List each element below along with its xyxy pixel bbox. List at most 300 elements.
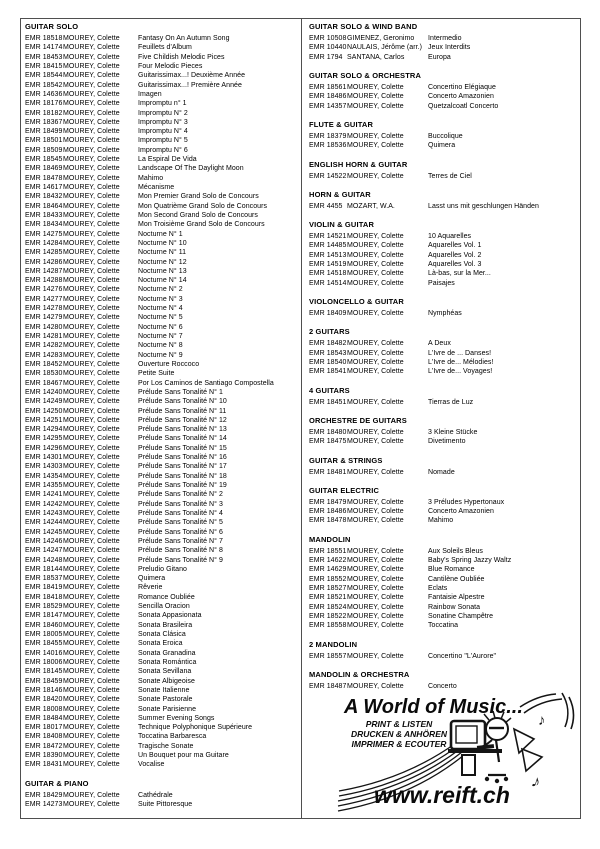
catalog-row (25, 146, 301, 155)
catalog-row (25, 742, 301, 751)
ad-taglines (351, 719, 448, 749)
catalog-row (309, 556, 580, 565)
work-title: Blue Romance (428, 566, 475, 574)
composer: MOUREY, Colette (63, 314, 120, 322)
catalog-row (25, 677, 301, 686)
composer: MOUREY, Colette (347, 242, 404, 250)
work-title: Sonata Eroica (138, 640, 183, 648)
emr-code: EMR 4455 (309, 202, 343, 210)
work-title: Mécanisme (138, 184, 175, 191)
emr-code: EMR 14246 (25, 537, 63, 545)
emr-code: EMR 10508 (309, 35, 347, 42)
composer: MOUREY, Colette (347, 557, 404, 565)
section-header: GUITAR SOLO & ORCHESTRA (309, 70, 422, 80)
catalog-row (25, 658, 301, 667)
emr-code: EMR 18459 (25, 677, 63, 685)
catalog-row (25, 211, 301, 220)
composer: MOUREY, Colette (63, 761, 120, 769)
emr-code: EMR 18518 (25, 35, 63, 42)
work-title: Rêverie (138, 584, 163, 592)
flying-sheet (522, 749, 542, 771)
catalog-row (25, 220, 301, 229)
catalog-row (309, 398, 580, 407)
catalog-row (25, 800, 301, 809)
work-title: Prélude Sans Tonalité N° 17 (138, 463, 227, 471)
emr-code: EMR 18509 (25, 146, 63, 154)
work-title: Buccolique (428, 132, 463, 140)
ad-tagline-imprimer-ecouter: IMPRIMER & ECOUTER (351, 739, 447, 749)
work-title: Prélude Sans Tonalité N° 13 (138, 426, 227, 434)
catalog-row (25, 705, 301, 714)
section-header: 2 GUITARS (309, 327, 350, 337)
emr-code: EMR 18542 (25, 81, 63, 89)
catalog-row (25, 537, 301, 546)
work-title: Nocturne N° 6 (138, 323, 183, 331)
catalog-row (309, 241, 580, 250)
catalog-row (25, 183, 301, 192)
work-title: Fantasy On An Autumn Song (138, 35, 230, 42)
work-title: A Deux (428, 340, 451, 348)
emr-code: EMR 18479 (309, 498, 347, 506)
work-title: Nocturne N° 11 (138, 249, 187, 257)
emr-code: EMR 18467 (25, 379, 63, 387)
catalog-row (309, 269, 580, 278)
catalog-row (309, 251, 580, 260)
composer: MOUREY, Colette (63, 649, 120, 657)
catalog-row (309, 102, 580, 111)
emr-code: EMR 14617 (25, 184, 63, 191)
catalog-section (309, 22, 580, 62)
composer: SANTANA, Carlos (347, 53, 405, 61)
work-title: Toccatina Barbaresca (138, 733, 207, 741)
desk-pedestal (462, 755, 475, 775)
catalog-row (309, 575, 580, 584)
catalog-section (309, 190, 580, 211)
composer: MOUREY, Colette (63, 221, 120, 229)
composer: MOUREY, Colette (347, 172, 404, 180)
emr-code: EMR 14521 (309, 233, 347, 241)
catalog-row (25, 593, 301, 602)
work-title: Prélude Sans Tonalité N° 3 (138, 500, 223, 508)
composer: MOUREY, Colette (63, 128, 120, 136)
composer: MOUREY, Colette (347, 398, 404, 406)
composer: MOUREY, Colette (63, 118, 120, 126)
work-title: Europa (428, 53, 451, 61)
composer: MOUREY, Colette (63, 482, 120, 489)
composer: MOUREY, Colette (63, 752, 120, 760)
composer: MOUREY, Colette (63, 351, 120, 359)
emr-code: EMR 18452 (25, 360, 63, 368)
emr-code: EMR 14301 (25, 454, 63, 462)
catalog-row (25, 714, 301, 723)
emr-code: EMR 18540 (309, 358, 347, 366)
composer: MOUREY, Colette (63, 360, 120, 368)
catalog-row (25, 34, 301, 43)
composer: MOUREY, Colette (347, 575, 404, 583)
composer: MOUREY, Colette (63, 146, 120, 154)
composer: MOUREY, Colette (63, 62, 120, 70)
work-title: La Espiral De Vida (138, 156, 197, 164)
composer: MOUREY, Colette (347, 142, 404, 150)
catalog-left-column (21, 19, 301, 818)
catalog-row (25, 304, 301, 313)
composer: MOUREY, Colette (63, 81, 120, 89)
catalog-row (25, 258, 301, 267)
catalog-row (25, 416, 301, 425)
composer: MOUREY, Colette (63, 528, 120, 536)
composer: MOUREY, Colette (63, 258, 120, 266)
catalog-row (25, 546, 301, 555)
composer: MOUREY, Colette (63, 791, 120, 799)
emr-code: EMR 18409 (309, 310, 347, 317)
catalog-row (309, 172, 580, 181)
work-title: Nocturne N° 1 (138, 230, 183, 238)
emr-code: EMR 18460 (25, 621, 63, 629)
catalog-row (25, 285, 301, 294)
world-of-music-ad (336, 691, 576, 817)
section-header: 2 MANDOLIN (309, 639, 358, 649)
emr-code: EMR 18146 (25, 686, 63, 694)
ad-tagline-print-listen: PRINT & LISTEN (365, 719, 433, 729)
catalog-row (25, 388, 301, 397)
catalog-row (25, 453, 301, 462)
composer: MOUREY, Colette (63, 379, 120, 387)
catalog-row (25, 732, 301, 741)
catalog-row (25, 276, 301, 285)
composer: MOUREY, Colette (63, 165, 120, 173)
composer: MOUREY, Colette (63, 90, 120, 98)
work-title: Nocturne N° 4 (138, 305, 183, 313)
composer: NAULAIS, Jérôme (arr.) (347, 44, 423, 52)
work-title: Mahimo (428, 517, 454, 525)
work-title: Suite Pittoresque (138, 801, 193, 808)
catalog-row (25, 574, 301, 583)
catalog-section (25, 22, 301, 770)
motion-lines (520, 693, 573, 729)
composer: MOUREY, Colette (63, 388, 120, 396)
emr-code: EMR 18536 (309, 142, 347, 150)
composer: MOUREY, Colette (63, 444, 120, 452)
composer: MOUREY, Colette (347, 547, 404, 555)
work-title: Sonate Italienne (138, 686, 190, 694)
catalog-row (25, 667, 301, 676)
catalog-row (309, 141, 580, 150)
catalog-row (309, 92, 580, 101)
computer-cartoon (448, 711, 546, 792)
composer: MOUREY, Colette (63, 277, 120, 285)
work-title: Aux Soleils Bleus (428, 547, 483, 555)
work-title: Nocturne N° 12 (138, 258, 187, 266)
emr-code: EMR 18176 (25, 100, 63, 108)
work-title: Sonatine Champêtre (428, 612, 494, 620)
composer: MOUREY, Colette (347, 585, 404, 592)
composer: MOUREY, Colette (63, 267, 120, 275)
catalog-row (25, 760, 301, 769)
composer: MOUREY, Colette (63, 547, 120, 555)
composer: MOUREY, Colette (63, 230, 120, 238)
work-title: Four Melodic Pieces (138, 62, 203, 70)
composer: MOUREY, Colette (63, 584, 120, 592)
composer: MOUREY, Colette (63, 211, 120, 219)
work-title: 10 Aquarelles (428, 233, 472, 241)
work-title: Mon Quatrième Grand Solo de Concours (138, 202, 268, 210)
emr-code: EMR 14277 (25, 295, 63, 303)
desk-top (448, 749, 502, 753)
catalog-row (25, 295, 301, 304)
emr-code: EMR 18144 (25, 565, 63, 573)
work-title: Romance Oubliée (138, 593, 195, 601)
composer: MOUREY, Colette (347, 358, 404, 366)
work-title: Sonata Brasileira (138, 621, 193, 629)
catalog-row (25, 341, 301, 350)
work-title: Landscape Of The Daylight Moon (138, 165, 244, 173)
emr-code: EMR 18537 (25, 575, 63, 583)
work-title: Prélude Sans Tonalité N° 15 (138, 444, 227, 452)
composer: MOUREY, Colette (347, 279, 404, 287)
composer: MOUREY, Colette (63, 509, 120, 517)
emr-code: EMR 14250 (25, 407, 63, 415)
emr-code: EMR 18499 (25, 128, 63, 136)
catalog-row (25, 444, 301, 453)
composer: MOUREY, Colette (63, 156, 120, 164)
work-title: Prélude Sans Tonalité N° 19 (138, 482, 227, 489)
emr-code: EMR 18543 (309, 349, 347, 357)
ad-tagline-drucken-anhoeren: DRUCKEN & ANHÖREN (350, 729, 448, 739)
work-title: Aquarelles Vol. 3 (428, 261, 482, 269)
catalog-row (309, 593, 580, 602)
emr-code: EMR 1794 (309, 53, 343, 61)
composer: MOUREY, Colette (347, 438, 404, 446)
catalog-row (25, 518, 301, 527)
work-title: Rainbow Sonata (428, 603, 481, 611)
emr-code: EMR 14357 (309, 102, 347, 110)
catalog-section (309, 640, 580, 661)
catalog-row (309, 516, 580, 525)
emr-code: EMR 14518 (309, 270, 347, 278)
emr-code: EMR 18419 (25, 584, 63, 592)
catalog-row (25, 360, 301, 369)
catalog-row (309, 437, 580, 446)
work-title: Sonata Granadina (138, 649, 196, 657)
emr-code: EMR 14242 (25, 500, 63, 508)
catalog-row (25, 425, 301, 434)
work-title: Prélude Sans Tonalité N° 11 (138, 407, 227, 415)
catalog-row (309, 621, 580, 630)
composer: MOUREY, Colette (63, 44, 120, 52)
work-title: Prélude Sans Tonalité N° 6 (138, 528, 223, 536)
emr-code: EMR 14636 (25, 90, 63, 98)
composer: MOUREY, Colette (63, 323, 120, 331)
composer: MOUREY, Colette (63, 416, 120, 424)
work-title: Cantilène Oubliée (428, 575, 485, 583)
composer: MOUREY, Colette (63, 556, 120, 564)
composer: MOUREY, Colette (63, 398, 120, 406)
composer: MOUREY, Colette (63, 286, 120, 294)
work-title: Eclats (428, 585, 448, 592)
catalog-row (309, 547, 580, 556)
work-title: Mon Premier Grand Solo de Concours (138, 193, 259, 201)
work-title: Impromptu N° 2 (138, 109, 188, 117)
composer: MOUREY, Colette (347, 566, 404, 574)
composer: MOUREY, Colette (347, 622, 404, 630)
catalog-row (25, 565, 301, 574)
emr-code: EMR 14244 (25, 519, 63, 527)
work-title: Mon Second Grand Solo de Concours (138, 211, 258, 219)
catalog-section (309, 160, 580, 181)
section-header: MANDOLIN (309, 534, 351, 544)
work-title: Concerto (428, 682, 457, 690)
emr-code: EMR 18481 (309, 468, 347, 476)
work-title: Por Los Caminos de Santiago Compostella (138, 379, 274, 387)
emr-code: EMR 18408 (25, 733, 63, 741)
catalog-row (25, 202, 301, 211)
composer: MOUREY, Colette (347, 603, 404, 611)
emr-code: EMR 14296 (25, 444, 63, 452)
catalog-row (25, 621, 301, 630)
emr-code: EMR 18478 (25, 174, 63, 182)
work-title: Ouverture Roccoco (138, 360, 200, 368)
catalog-row (309, 603, 580, 612)
emr-code: EMR 14282 (25, 342, 63, 350)
catalog-row (25, 62, 301, 71)
catalog-row (309, 498, 580, 507)
composer: MOUREY, Colette (63, 742, 120, 750)
emr-code: EMR 14241 (25, 491, 63, 499)
catalog-row (25, 99, 301, 108)
composer: MOUREY, Colette (63, 612, 120, 620)
catalog-row (309, 309, 580, 318)
composer: MOUREY, Colette (63, 603, 120, 611)
composer: MOUREY, Colette (347, 517, 404, 525)
catalog-row (309, 612, 580, 621)
work-title: Concerto Amazonien (428, 93, 494, 101)
catalog-row (25, 53, 301, 62)
emr-code: EMR 18147 (25, 612, 63, 620)
catalog-row (309, 279, 580, 288)
emr-code: EMR 14240 (25, 388, 63, 396)
composer: MOUREY, Colette (347, 251, 404, 259)
emr-code: EMR 18501 (25, 137, 63, 145)
work-title: Nymphéas (428, 310, 462, 317)
composer: MOUREY, Colette (63, 193, 120, 201)
composer: MOUREY, Colette (347, 349, 404, 357)
catalog-row (25, 723, 301, 732)
emr-code: EMR 18006 (25, 658, 63, 666)
catalog-row (25, 397, 301, 406)
composer: MOUREY, Colette (63, 565, 120, 573)
composer: MOUREY, Colette (63, 109, 120, 117)
section-header: FLUTE & GUITAR (309, 119, 374, 129)
emr-code: EMR 14629 (309, 566, 347, 574)
emr-code: EMR 14279 (25, 314, 63, 322)
work-title: Five Childish Melodic Pices (138, 53, 225, 61)
composer: MOUREY, Colette (63, 537, 120, 545)
emr-code: EMR 14247 (25, 547, 63, 555)
composer: MOUREY, Colette (347, 132, 404, 140)
emr-code: EMR 18552 (309, 575, 347, 583)
work-title: Sonata Sevillana (138, 668, 192, 676)
catalog-section (309, 297, 580, 318)
catalog-row (309, 565, 580, 574)
emr-code: EMR 18482 (309, 340, 347, 348)
reift-ad-graphic (336, 691, 576, 817)
composer: MOUREY, Colette (63, 407, 120, 415)
emr-code: EMR 18432 (25, 193, 63, 201)
emr-code: EMR 18453 (25, 53, 63, 61)
work-title: Impromptu N° 4 (138, 128, 188, 136)
emr-code: EMR 18415 (25, 62, 63, 70)
emr-code: EMR 18545 (25, 156, 63, 164)
composer: MOUREY, Colette (63, 72, 120, 80)
work-title: Prélude Sans Tonalité N° 12 (138, 416, 227, 424)
composer: MOUREY, Colette (63, 35, 120, 42)
work-title: Cathédrale (138, 791, 173, 799)
catalog-row (25, 351, 301, 360)
catalog-row (25, 556, 301, 565)
section-header: HORN & GUITAR (309, 189, 371, 199)
catalog-row (25, 751, 301, 760)
work-title: Quetzalcoatl Concerto (428, 102, 499, 110)
emr-code: EMR 18008 (25, 705, 63, 713)
emr-code: EMR 14519 (309, 261, 347, 269)
work-title: Nocturne N° 3 (138, 295, 183, 303)
work-title: Prélude Sans Tonalité N° 16 (138, 454, 227, 462)
composer: GIMENEZ, Geronimo (347, 35, 415, 42)
work-title: Feuillets d'Album (138, 44, 192, 52)
emr-code: EMR 18544 (25, 72, 63, 80)
emr-code: EMR 18557 (309, 652, 347, 660)
catalog-section (309, 456, 580, 477)
work-title: Quimera (138, 575, 166, 583)
work-title: Sonate Albigeoise (138, 677, 195, 685)
catalog-row (309, 34, 580, 43)
composer: MOUREY, Colette (63, 174, 120, 182)
catalog-row (309, 507, 580, 516)
composer: MOUREY, Colette (347, 682, 404, 690)
composer: MOUREY, Colette (347, 498, 404, 506)
catalog-row (25, 164, 301, 173)
catalog-row (25, 528, 301, 537)
catalog-row (25, 267, 301, 276)
emr-code: EMR 14485 (309, 242, 347, 250)
work-title: Lasst uns mit geschlungen Händen (428, 202, 539, 210)
catalog-section (309, 486, 580, 526)
work-title: Concertino "L'Aurore" (428, 652, 497, 660)
work-title: Tierras de Luz (428, 398, 474, 406)
catalog-row (25, 407, 301, 416)
catalog-row (25, 611, 301, 620)
section-header: GUITAR SOLO (25, 22, 79, 31)
work-title: Concerto Amazonien (428, 508, 494, 516)
work-title: Fantaisie Alpestre (428, 594, 485, 602)
catalog-row (25, 174, 301, 183)
catalog-row (25, 118, 301, 127)
emr-code: EMR 18469 (25, 165, 63, 173)
work-title: Prélude Sans Tonalité N° 5 (138, 519, 223, 527)
emr-code: EMR 18455 (25, 640, 63, 648)
composer: MOUREY, Colette (63, 239, 120, 247)
emr-code: EMR 18472 (25, 742, 63, 750)
work-title: Guitarissimax...! Première Année (138, 81, 242, 89)
emr-code: EMR 14522 (309, 172, 347, 180)
catalog-row (309, 584, 580, 593)
catalog-section (309, 386, 580, 407)
catalog-row (25, 695, 301, 704)
work-title: Mahimo (138, 174, 164, 182)
composer: MOUREY, Colette (63, 305, 120, 313)
composer: MOUREY, Colette (347, 233, 404, 241)
emr-code: EMR 18478 (309, 517, 347, 525)
